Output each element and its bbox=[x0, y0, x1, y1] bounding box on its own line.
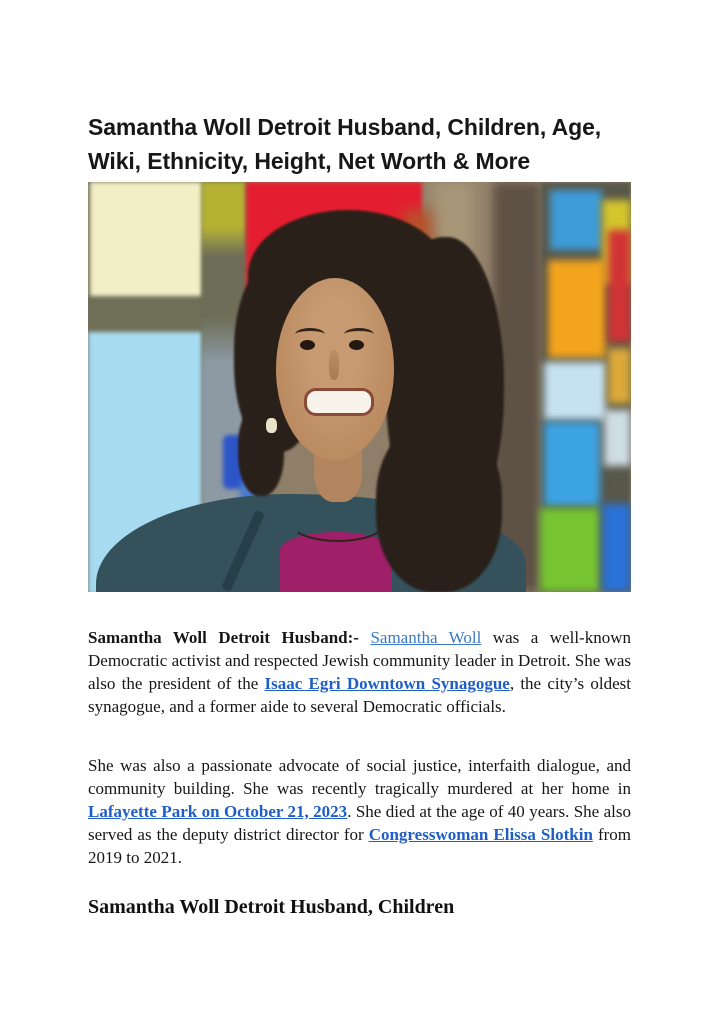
article-title bbox=[88, 110, 640, 178]
portrait-earring bbox=[266, 418, 277, 433]
stained-glass-pane-pale-sliver bbox=[604, 410, 631, 466]
portrait-eyebrow-right bbox=[344, 328, 374, 341]
article-paragraph-2 bbox=[88, 754, 631, 869]
stained-glass-pane-blue bbox=[550, 190, 602, 250]
portrait-eye-left bbox=[300, 340, 315, 350]
stained-glass-pane-deep-blue bbox=[602, 504, 631, 592]
text-link[interactable]: Lafayette Park on October 21, 2023 bbox=[88, 802, 348, 821]
stained-glass-pane-bright-blue bbox=[544, 422, 600, 506]
text-link[interactable]: Isaac Egri Downtown Synagogue bbox=[264, 674, 510, 693]
portrait-hair bbox=[238, 404, 284, 496]
portrait-necklace bbox=[288, 500, 388, 542]
article-title-line-1: Samantha Woll Detroit Husband, Children, Age, bbox=[88, 114, 602, 141]
text-run: from 2019 to 2021. bbox=[88, 825, 631, 867]
stained-glass-pane-pale-yellow bbox=[90, 182, 202, 296]
text-run: was a well-known Democratic activist and respected Jewish community leader in Detroit. She was also the president of the bbox=[88, 628, 631, 693]
portrait-eyebrow-left bbox=[295, 328, 325, 341]
stained-glass-pane-green bbox=[540, 508, 600, 592]
stained-glass-pane-red-strip bbox=[608, 230, 631, 342]
article-paragraph-1 bbox=[88, 626, 631, 718]
text-run: , the city’s oldest synagogue, and a former aide to several Democratic officials. bbox=[88, 674, 631, 716]
text-run: She was also a passionate advocate of social justice, interfaith dialogue, and community building. She was recently tragically murdered at her home in bbox=[88, 756, 631, 798]
article-hero-image bbox=[88, 182, 631, 592]
stained-glass-pane-pale-blue bbox=[544, 362, 606, 420]
portrait-hair bbox=[376, 420, 502, 592]
portrait-nose bbox=[329, 350, 339, 380]
text-run: Samantha Woll Detroit Husband:- bbox=[88, 628, 371, 647]
text-link[interactable]: Congresswoman Elissa Slotkin bbox=[368, 825, 593, 844]
article-title-line-2: Wiki, Ethnicity, Height, Net Worth & More bbox=[88, 148, 531, 175]
stained-glass-pane-amber-sliver bbox=[608, 348, 631, 404]
text-run: . She died at the age of 40 years. She also served as the deputy district director for bbox=[88, 802, 632, 844]
portrait-eye-right bbox=[349, 340, 364, 350]
portrait-smile bbox=[304, 388, 374, 416]
section-heading: Samantha Woll Detroit Husband, Children bbox=[88, 895, 455, 918]
stained-glass-pane-amber bbox=[548, 260, 606, 358]
text-link[interactable]: Samantha Woll bbox=[370, 628, 482, 647]
